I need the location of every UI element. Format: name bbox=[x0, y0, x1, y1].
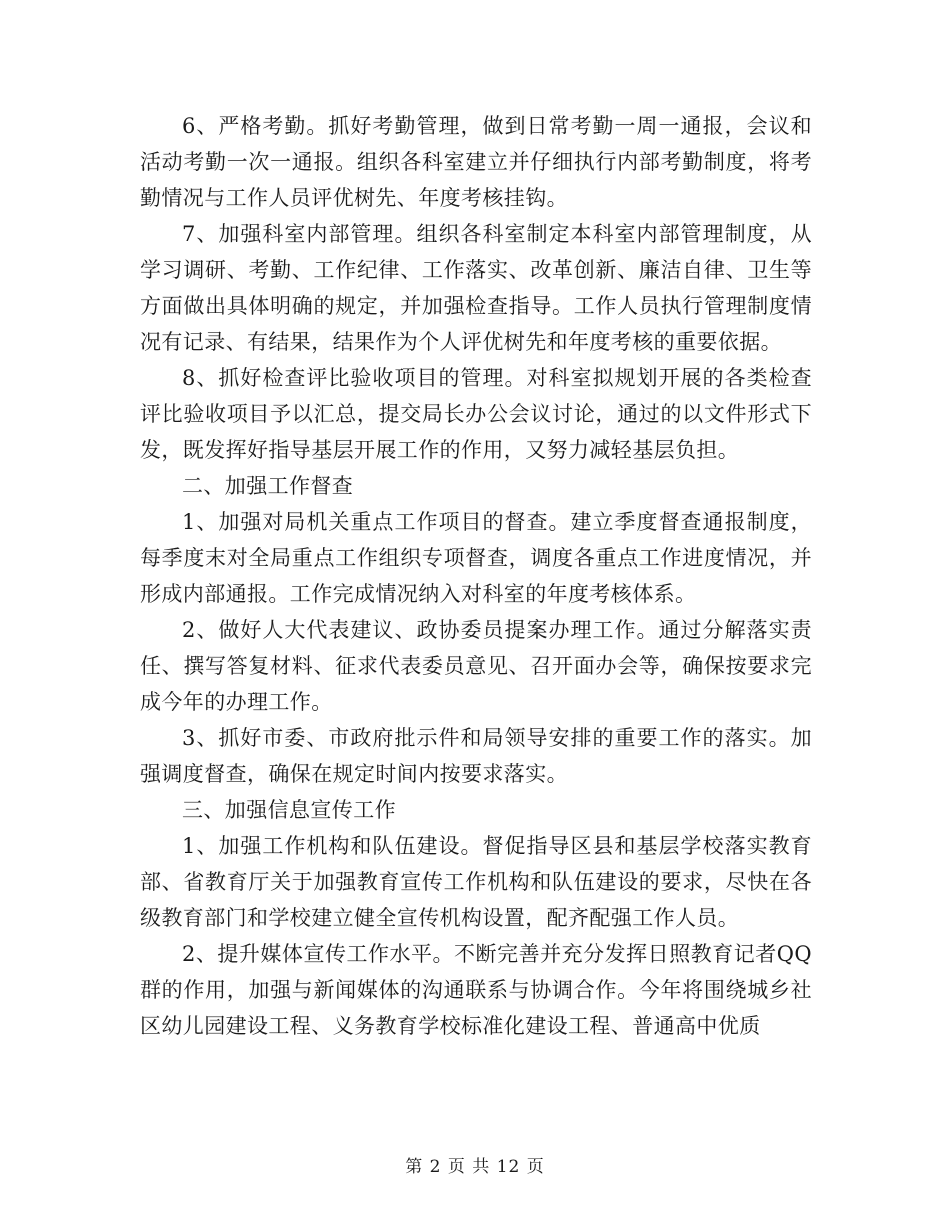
paragraph-instruction-implementation: 3、抓好市委、市政府批示件和局领导安排的重要工作的落实。加强调度督查，确保在规定时间内按要求落实。 bbox=[140, 726, 812, 786]
paragraph-internal-management: 7、加强科室内部管理。组织各科室制定本科室内部管理制度，从学习调研、考勤、工作纪律、工作落实、改革创新、廉洁自律、卫生等方面做出具体明确的规定，并加强检查指导。工作人员执行管理制度情况有记录、有结果，结果作为个人评优树先和年度考核的重要依据。 bbox=[140, 222, 812, 354]
paragraph-inspection-management: 8、抓好检查评比验收项目的管理。对科室拟规划开展的各类检查评比验收项目予以汇总，提交局长办公会议讨论，通过的以文件形式下发，既发挥好指导基层开展工作的作用，又努力减轻基层负担。 bbox=[140, 366, 812, 462]
paragraph-media-publicity: 2、提升媒体宣传工作水平。不断完善并充分发挥日照教育记者QQ群的作用，加强与新闻媒体的沟通联系与协调合作。今年将围绕城乡社区幼儿园建设工程、义务教育学校标准化建设工程、普通高中优质 bbox=[140, 942, 812, 1038]
page-number-footer: 第 2 页 共 12 页 bbox=[405, 1157, 545, 1177]
section-heading-supervision: 二、加强工作督查 bbox=[182, 474, 354, 498]
section-heading-publicity: 三、加强信息宣传工作 bbox=[182, 798, 396, 822]
paragraph-key-project-supervision: 1、加强对局机关重点工作项目的督查。建立季度督查通报制度，每季度末对全局重点工作组织专项督查，调度各重点工作进度情况，并形成内部通报。工作完成情况纳入对科室的年度考核体系。 bbox=[140, 510, 812, 606]
paragraph-proposal-handling: 2、做好人大代表建议、政协委员提案办理工作。通过分解落实责任、撰写答复材料、征求代表委员意见、召开面办会等，确保按要求完成今年的办理工作。 bbox=[140, 618, 812, 714]
paragraph-attendance: 6、严格考勤。抓好考勤管理，做到日常考勤一周一通报，会议和活动考勤一次一通报。组织各科室建立并仔细执行内部考勤制度，将考勤情况与工作人员评优树先、年度考核挂钩。 bbox=[140, 114, 812, 210]
document-body bbox=[140, 108, 812, 1044]
paragraph-team-building: 1、加强工作机构和队伍建设。督促指导区县和基层学校落实教育部、省教育厅关于加强教育宣传工作机构和队伍建设的要求，尽快在各级教育部门和学校建立健全宣传机构设置，配齐配强工作人员。 bbox=[140, 834, 812, 930]
